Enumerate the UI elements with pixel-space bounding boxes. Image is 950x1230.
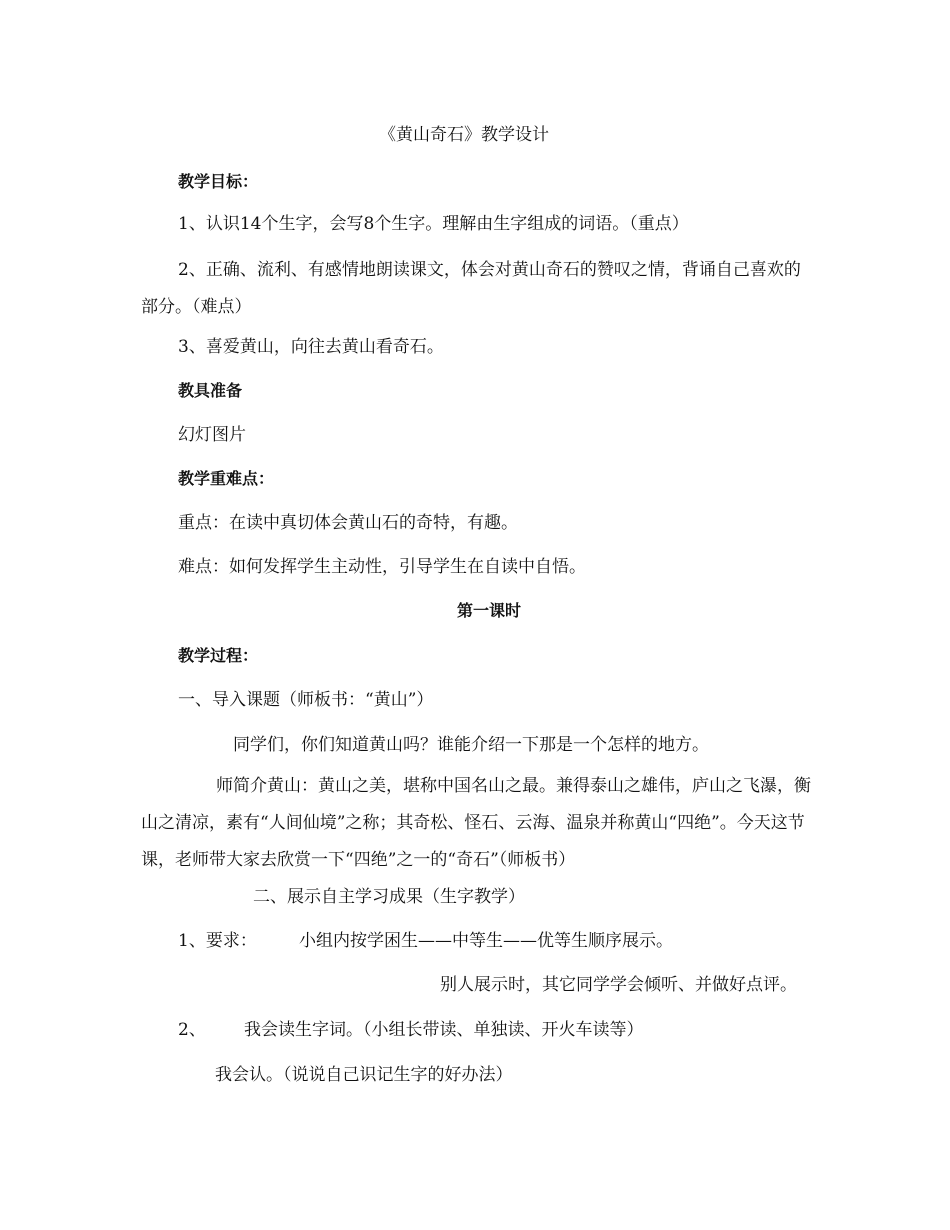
objective-2-text: 2、正确、流利、有感情地朗读课文，体会对黄山奇石的赞叹之情，背诵自己喜欢的部分。（难点） [141, 260, 801, 317]
objective-2 [141, 252, 809, 326]
document-title: 《黄山奇石》教学设计 [379, 125, 549, 145]
lesson-heading: 第一课时 [457, 601, 522, 620]
step-2: 二、展示自主学习成果（生字教学） [253, 887, 525, 907]
keypoints-heading: 教学重难点： [178, 469, 275, 488]
step-1-intro-text: 师简介黄山：黄山之美，堪称中国名山之最。兼得泰山之雄伟，庐山之飞瀑，衡山之清凉，素有“人间仙境”之称；其奇松、怪石、云海、温泉并称黄山“四绝”。今天这节课，老师带大家去欣赏一下“四绝”之一的“奇石”（师板书） [141, 776, 811, 870]
difficulty-text: 难点：如何发挥学生主动性，引导学生在自读中自悟。 [178, 557, 586, 577]
process-heading: 教学过程： [178, 646, 259, 665]
materials-text: 幻灯图片 [178, 425, 246, 445]
requirement-label: 1、要求： [178, 931, 257, 951]
materials-heading: 教具准备 [178, 381, 243, 400]
step-1-question: 同学们，你们知道黄山吗？谁能介绍一下那是一个怎样的地方。 [233, 735, 709, 755]
step-1: 一、导入课题（师板书：“黄山”） [178, 690, 434, 710]
objective-3: 3、喜爱黄山，向往去黄山看奇石。 [178, 337, 444, 357]
item-2-label: 2、 [178, 1020, 206, 1040]
objectives-heading: 教学目标： [178, 172, 259, 191]
objective-1: 1、认识14个生字，会写8个生字。理解由生字组成的词语。（重点） [178, 214, 689, 234]
item-3-text: 我会认。（说说自己识记生字的好办法） [215, 1065, 513, 1085]
requirement-text-2: 别人展示时，其它同学学会倾听、并做好点评。 [440, 975, 797, 995]
step-1-intro [141, 768, 813, 879]
keypoint-text: 重点：在读中真切体会黄山石的奇特，有趣。 [178, 513, 518, 533]
requirement-text: 小组内按学困生——中等生——优等生顺序展示。 [299, 931, 673, 951]
item-2-text: 我会读生字词。（小组长带读、单独读、开火车读等） [244, 1020, 644, 1040]
